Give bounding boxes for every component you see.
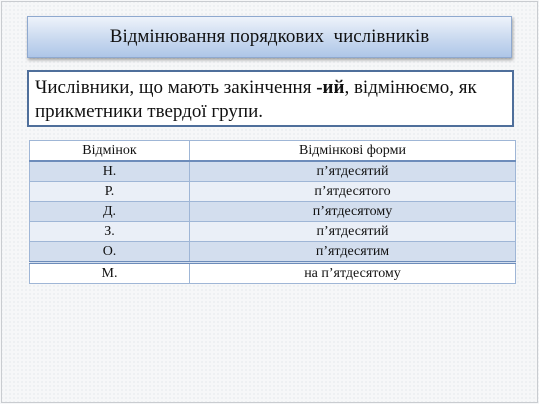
rule-ending: -ий [316,77,345,98]
table-row [30,202,516,222]
form-cell: п’ятдесятому [190,202,516,222]
table-header-row [30,141,516,162]
case-cell: З. [30,222,190,242]
title-banner [27,16,512,58]
form-cell: п’ятдесятим [190,242,516,263]
declension-table-wrapper [29,140,515,284]
table-row [30,263,516,284]
case-cell: М. [30,263,190,284]
form-cell: на п’ятдесятому [190,263,516,284]
header-forms: Відмінкові форми [190,141,516,162]
rule-text-end: , відмінюємо, як прикметники твердої групи. [35,77,477,122]
form-cell: п’ятдесятий [190,222,516,242]
rule-text-start: Числівники, що мають закінчення [35,77,317,98]
case-cell: Д. [30,202,190,222]
slide-title: Відмінювання порядкових числівників [109,26,430,47]
form-cell: п’ятдесятий [190,161,516,182]
header-case: Відмінок [30,141,190,162]
table-row [30,242,516,263]
case-cell: Р. [30,182,190,202]
declension-table [29,140,516,284]
table-row [30,222,516,242]
case-cell: О. [30,242,190,263]
table-row [30,161,516,182]
case-cell: Н. [30,161,190,182]
form-cell: п’ятдесятого [190,182,516,202]
rule-text-box [27,70,514,127]
table-row [30,182,516,202]
